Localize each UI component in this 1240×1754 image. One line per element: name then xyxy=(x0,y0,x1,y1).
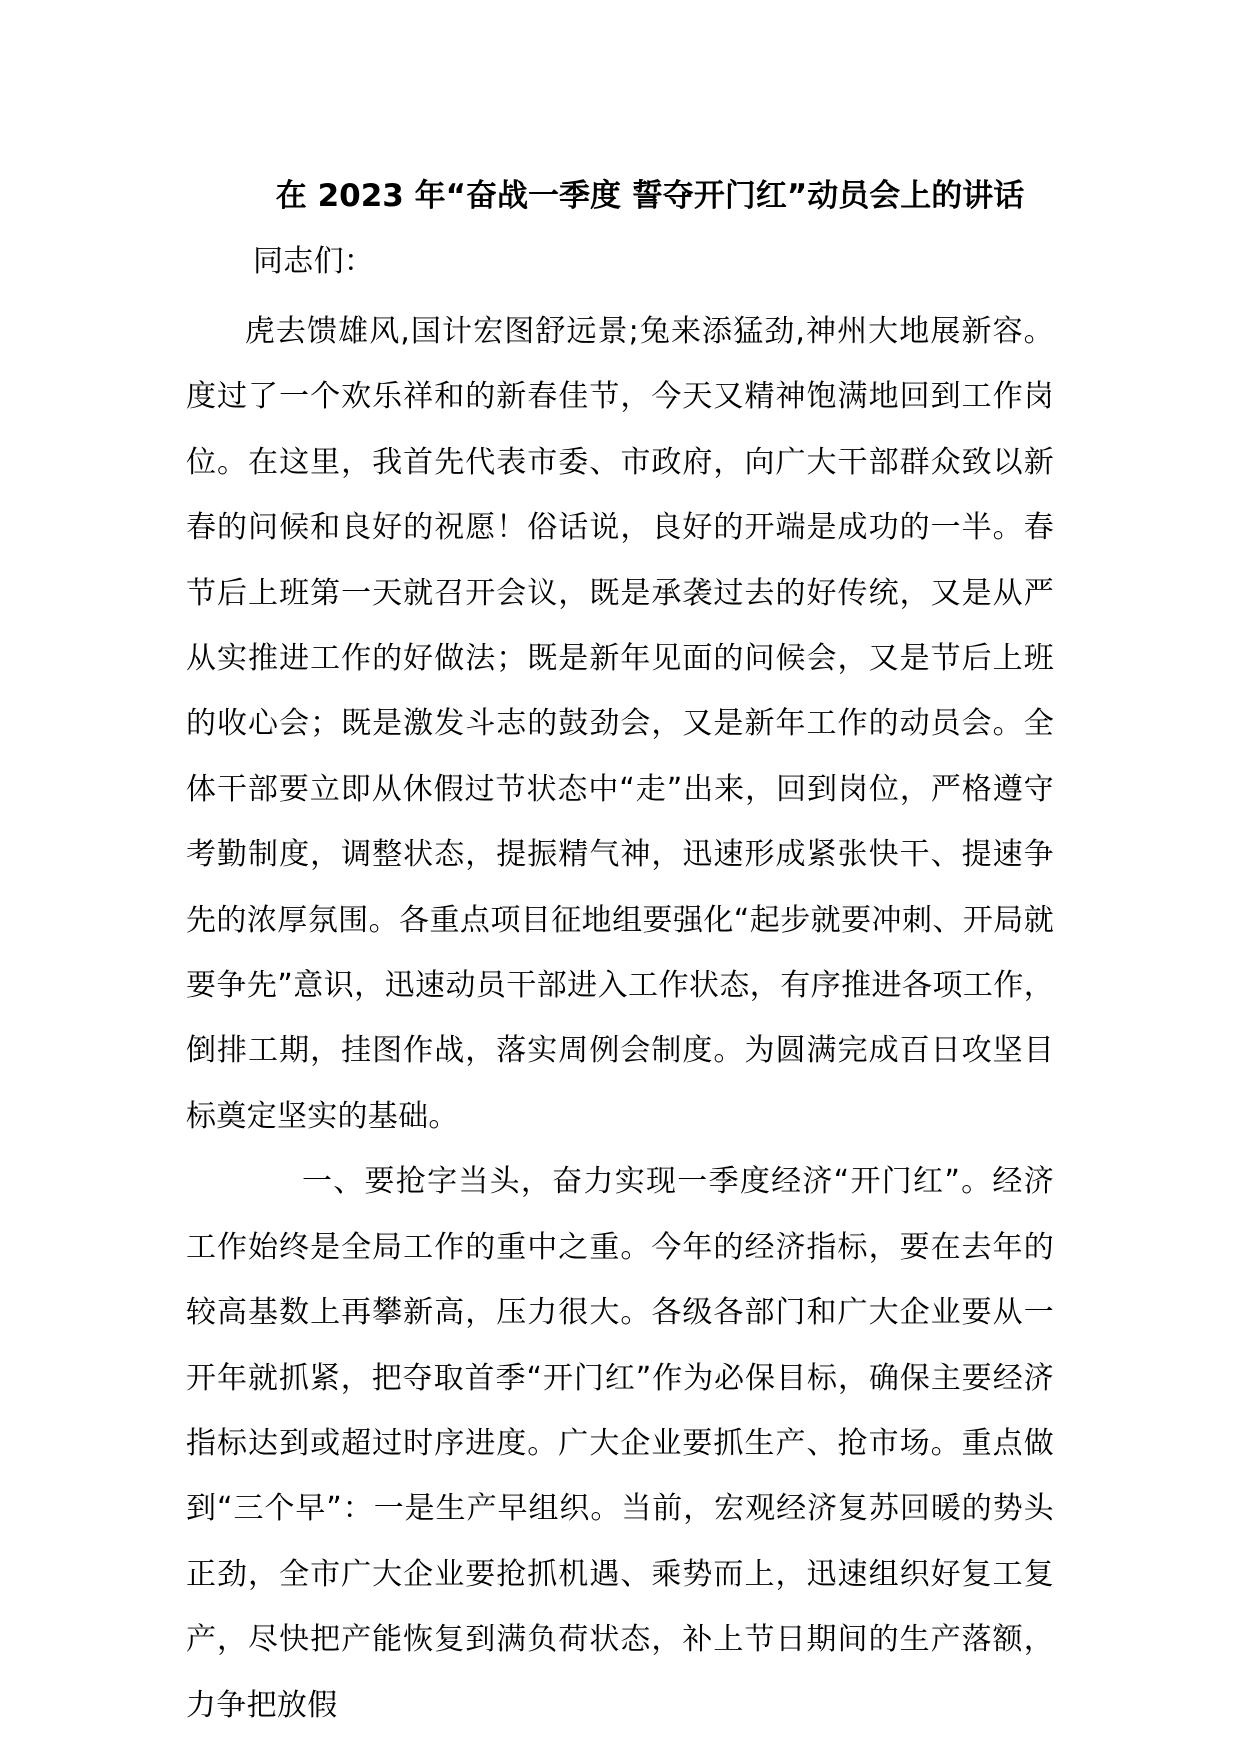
paragraph-text: 虎去馈雄风,国计宏图舒远景;兔来添猛劲,神州大地展新容。度过了一个欢乐祥和的新春佳节，今天又精神饱满地回到工作岗位。在这里，我首先代表市委、市政府，向广大干部群众致以新春的问候和良好的祝愿！俗话说，良好的开端是成功的一半。春节后上班第一天就召开会议，既是承袭过去的好传统，又是从严从实推进工作的好做法；既是新年见面的问候会，又是节后上班的收心会；既是激发斗志的鼓劲会，又是新年工作的动员会。全体干部要立即从休假过节状态中“走”出来，回到岗位，严格遵守考勤制度，调整状态，提振精气神，迅速形成紧张快干、提速争先的浓厚氛围。各重点项目征地组要强化“起步就要冲刺、开局就要争先”意识，迅速动员干部进入工作状态，有序推进各项工作，倒排工期，挂图作战，落实周例会制度。为圆满完成百日攻坚目标奠定坚实的基础。 xyxy=(186,314,1054,1134)
paragraph-intro xyxy=(186,299,1054,1149)
document-title: 在 2023 年“奋战一季度 誓夺开门红”动员会上的讲话 xyxy=(275,178,1025,214)
paragraph-section-one xyxy=(186,1149,1054,1738)
document-body xyxy=(186,237,1054,1738)
paragraph-text: 一、要抢字当头，奋力实现一季度经济“开门红”。经济工作始终是全局工作的重中之重。今年的经济指标，要在去年的较高基数上再攀新高，压力很大。各级各部门和广大企业要从一开年就抓紧，把夺取首季“开门红”作为必保目标，确保主要经济指标达到或超过时序进度。广大企业要抓生产、抢市场。重点做到“三个早”：一是生产早组织。当前，宏观经济复苏回暖的势头正劲，全市广大企业要抢抓机遇、乘势而上，迅速组织好复工复产，尽快把产能恢复到满负荷状态，补上节日期间的生产落额，力争把放假 xyxy=(186,1164,1054,1723)
salutation: 同志们： xyxy=(253,244,375,279)
